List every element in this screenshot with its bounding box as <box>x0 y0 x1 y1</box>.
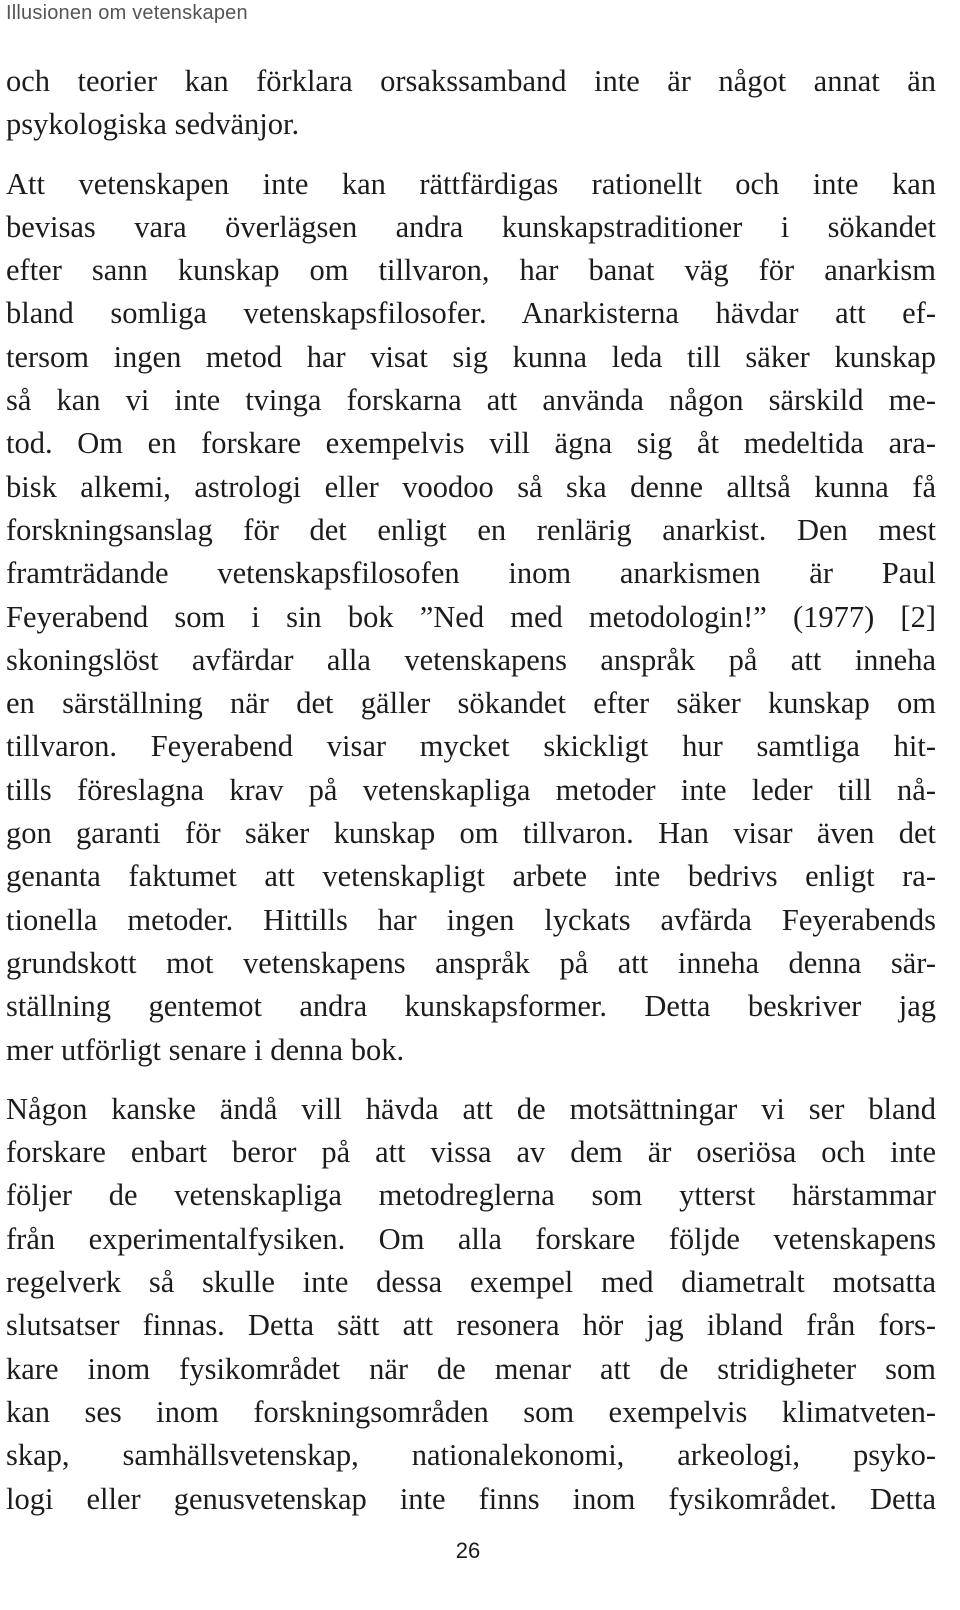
text-line: slutsatser finnas. Detta sätt att resonera hör jag ibland från fors- <box>6 1308 936 1343</box>
text-line: forskningsanslag för det enligt en renlärig anarkist. Den mest <box>6 512 936 547</box>
text-line: från experimentalfysiken. Om alla forskare följde vetenskapens <box>6 1221 936 1256</box>
text-line: bland somliga vetenskapsfilosofer. Anarkisterna hävdar att ef- <box>6 296 936 331</box>
text-line: tills föreslagna krav på vetenskapliga metoder inte leder till nå- <box>6 772 936 807</box>
text-line: och teorier kan förklara orsakssamband inte är något annat än <box>6 64 936 98</box>
text-line: mer utförligt senare i denna bok. <box>6 1032 405 1067</box>
text-line: forskare enbart beror på att vissa av dem är oseriösa och inte <box>6 1135 936 1170</box>
paragraph <box>6 163 936 1072</box>
text-line: tersom ingen metod har visat sig kunna leda till säker kunskap <box>6 339 936 374</box>
text-line: gon garanti för säker kunskap om tillvaron. Han visar även det <box>6 816 936 851</box>
text-line: kan ses inom forskningsområden som exempelvis klimatveten- <box>6 1394 936 1429</box>
text-line: följer de vetenskapliga metodreglerna som ytterst härstammar <box>6 1178 936 1213</box>
text-line: grundskott mot vetenskapens anspråk på att inneha denna sär- <box>6 945 936 980</box>
text-line: logi eller genusvetenskap inte finns inom fysikområdet. Detta <box>6 1481 936 1516</box>
text-line: psykologiska sedvänjor. <box>6 107 300 142</box>
text-line: bisk alkemi, astrologi eller voodoo så ska denne alltså kunna få <box>6 469 936 504</box>
text-line: genanta faktumet att vetenskapligt arbete inte bedrivs enligt ra- <box>6 859 936 894</box>
running-header: Illusionen om vetenskapen <box>6 2 248 24</box>
text-line: Att vetenskapen inte kan rättfärdigas rationellt och inte kan <box>6 166 936 201</box>
text-line: kare inom fysikområdet när de menar att de stridigheter som <box>6 1351 936 1386</box>
text-line: ställning gentemot andra kunskapsformer. Detta beskriver jag <box>6 989 936 1024</box>
text-line: Feyerabend som i sin bok ”Ned med metodologin!” (1977) [2] <box>6 599 936 634</box>
body-text <box>6 60 936 1521</box>
paragraph <box>6 1088 936 1521</box>
page-number: 26 <box>455 1538 481 1563</box>
text-line: tionella metoder. Hittills har ingen lyckats avfärda Feyerabends <box>6 902 936 937</box>
paragraph <box>6 60 936 147</box>
text-line: tillvaron. Feyerabend visar mycket skickligt hur samtliga hit- <box>6 729 936 764</box>
text-line: framträdande vetenskapsfilosofen inom anarkismen är Paul <box>6 556 936 591</box>
text-line: skoningslöst avfärdar alla vetenskapens anspråk på att inneha <box>6 642 936 677</box>
text-line: en särställning när det gäller sökandet efter säker kunskap om <box>6 686 936 721</box>
text-line: så kan vi inte tvinga forskarna att använda någon särskild me- <box>6 383 936 418</box>
text-line: Någon kanske ändå vill hävda att de motsättningar vi ser bland <box>6 1091 936 1126</box>
text-line: skap, samhällsvetenskap, nationalekonomi, arkeologi, psyko- <box>6 1438 936 1473</box>
text-line: regelverk så skulle inte dessa exempel med diametralt motsatta <box>6 1265 936 1300</box>
text-line: bevisas vara överlägsen andra kunskapstraditioner i sökandet <box>6 209 936 244</box>
text-line: efter sann kunskap om tillvaron, har banat väg för anarkism <box>6 253 936 288</box>
text-line: tod. Om en forskare exempelvis vill ägna sig åt medeltida ara- <box>6 426 936 461</box>
